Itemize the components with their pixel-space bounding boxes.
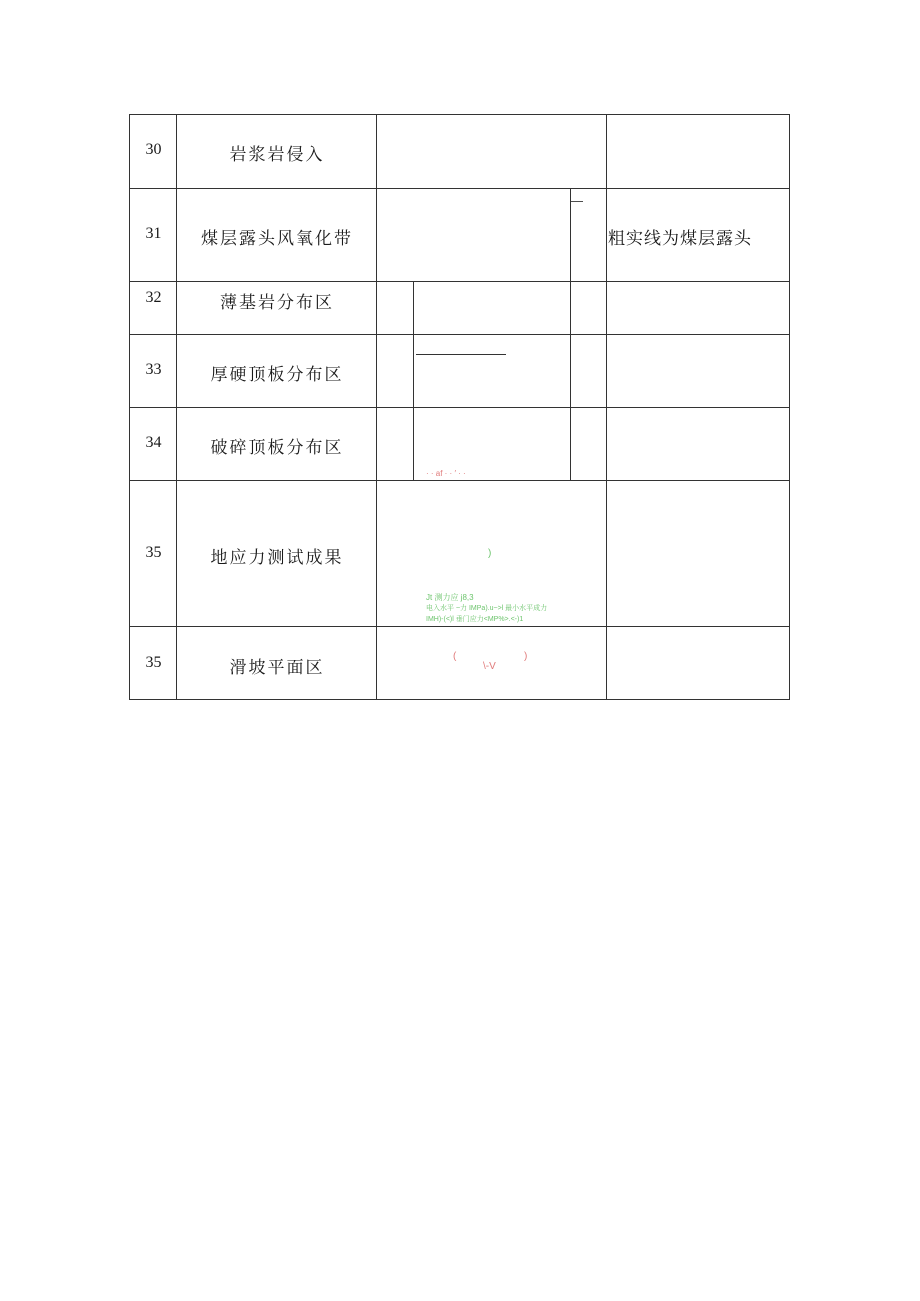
row-number: 33 [145, 361, 162, 378]
row-name: 地应力测试成果 [210, 548, 344, 568]
row-number: 34 [145, 434, 162, 451]
row-divider [130, 334, 789, 335]
row-note: 粗实线为煤层露头 [608, 229, 752, 249]
row-divider [130, 480, 789, 481]
stress-legend-line: Jt 测力应 j8,3 [426, 593, 474, 602]
stress-legend-line: IMH)-(<)l 垂门应力<MP%>.<-)1 [426, 616, 524, 623]
landslide-symbol: ) [524, 651, 528, 662]
row-number: 31 [145, 225, 162, 242]
symbol-grid-line [570, 188, 571, 480]
row-name: 岩浆岩侵入 [229, 145, 325, 165]
symbol-grid-line [413, 281, 414, 480]
landslide-symbol: \-V [483, 661, 496, 672]
row-name: 煤层露头风氧化带 [201, 229, 353, 249]
row-number: 30 [145, 141, 162, 158]
row-divider [130, 626, 789, 627]
row-divider [130, 281, 789, 282]
outcrop-dash-symbol: — [570, 193, 583, 208]
column-divider [176, 115, 177, 699]
stress-symbol: ) [488, 548, 492, 559]
broken-roof-symbol: · · af · · ′ · · [426, 469, 466, 478]
row-name: 破碎顶板分布区 [210, 438, 344, 458]
row-number: 35 [145, 544, 162, 561]
stress-legend-line: 电入水平 ~力 IMPa).u~>l 最小水平成力 [426, 605, 548, 612]
thick-roof-line-symbol [416, 354, 506, 355]
row-divider [130, 407, 789, 408]
row-divider [130, 188, 789, 189]
row-number: 32 [145, 289, 162, 306]
column-divider [606, 115, 607, 699]
row-name: 薄基岩分布区 [220, 293, 334, 313]
row-name: 滑坡平面区 [229, 658, 325, 678]
landslide-symbol: ( [453, 651, 457, 662]
row-name: 厚硬顶板分布区 [210, 365, 344, 385]
column-divider [376, 115, 377, 699]
legend-table [129, 114, 790, 700]
row-number: 35 [145, 654, 162, 671]
